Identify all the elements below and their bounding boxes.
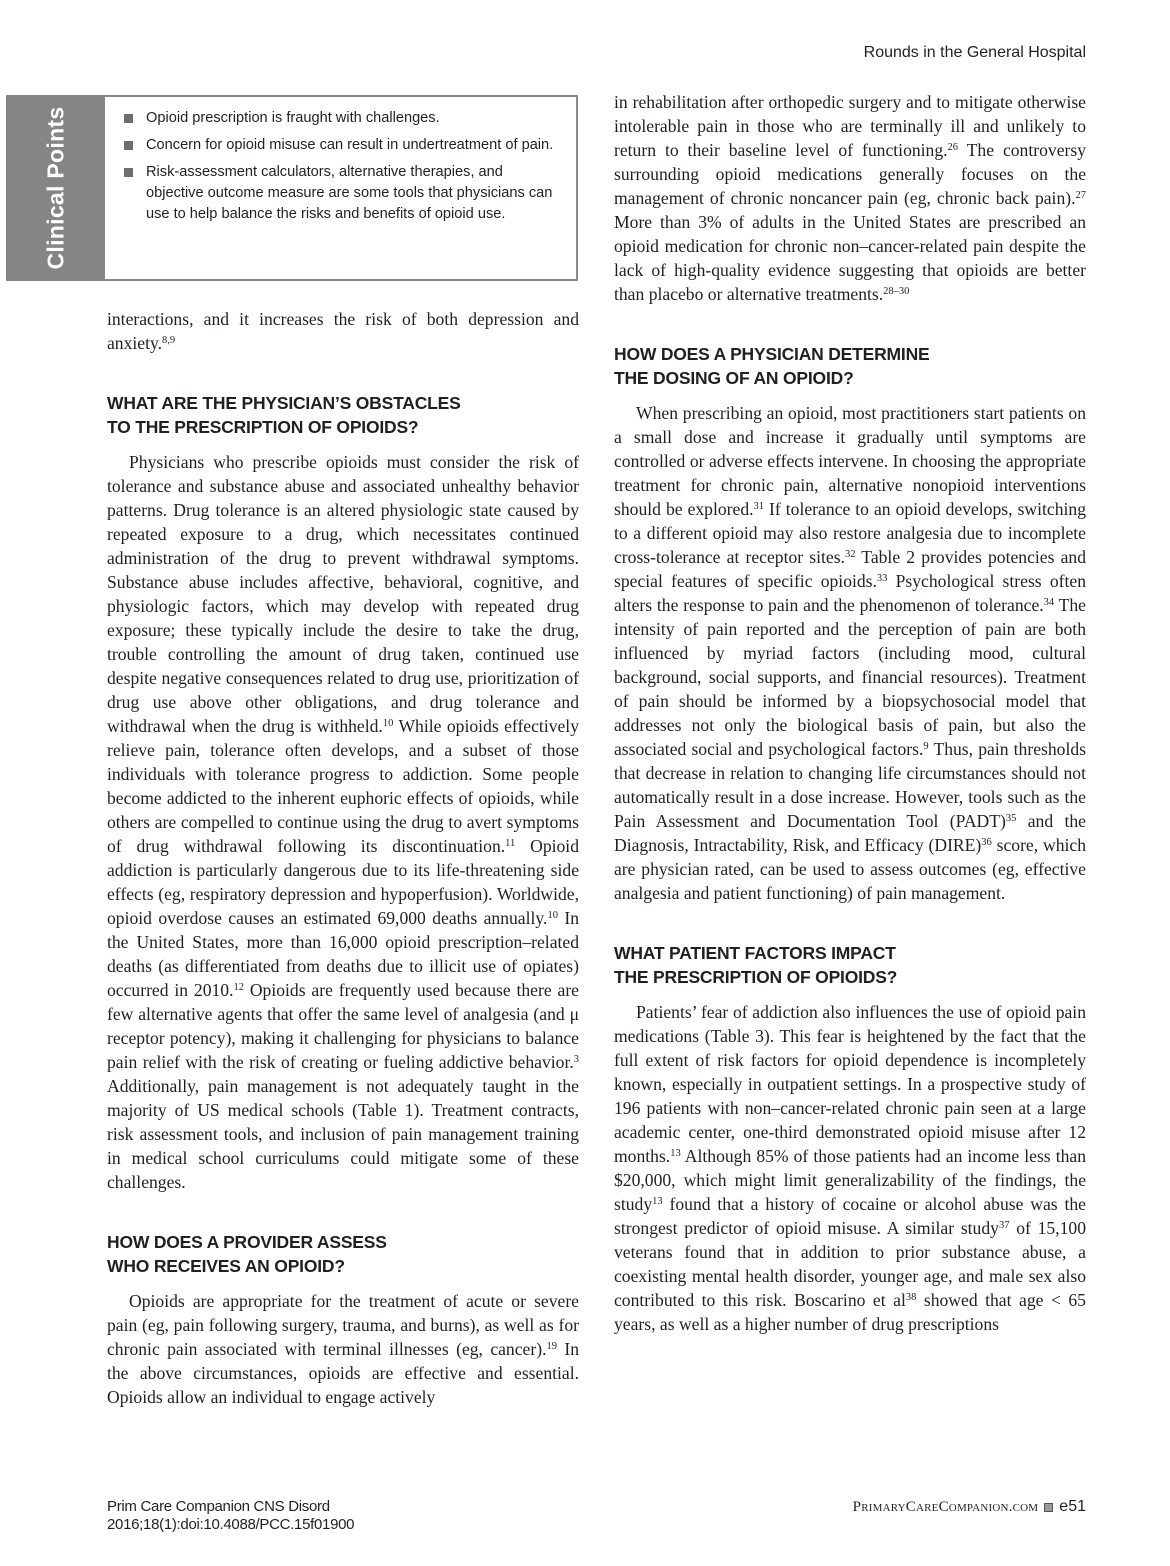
paragraph xyxy=(107,450,579,1194)
citation: 34 xyxy=(1043,597,1055,608)
citation: 8,9 xyxy=(162,335,176,346)
text-run: Psychological stress often alters the response to pain and the phenomenon of tolerance. xyxy=(614,571,1086,615)
section-heading xyxy=(614,941,1086,989)
square-bullet-icon xyxy=(124,114,133,123)
running-head: Rounds in the General Hospital xyxy=(863,44,1086,61)
heading-line: THE PRESCRIPTION OF OPIOIDS? xyxy=(614,967,898,987)
footer-page-info xyxy=(853,1498,1086,1516)
text-run: score, which are physician rated, can be used to assess outcomes (eg, effective analgesia and patient functioning) of pain management. xyxy=(614,835,1086,903)
heading-line: TO THE PRESCRIPTION OF OPIOIDS? xyxy=(107,417,419,437)
text-run: interactions, and it increases the risk of both depression and anxiety. xyxy=(107,309,579,353)
section-heading xyxy=(614,342,1086,390)
citation: 27 xyxy=(1075,190,1086,201)
citation: 33 xyxy=(876,573,888,584)
text-run: and the Diagnosis, Intractability, Risk, and Efficacy (DIRE) xyxy=(614,811,1086,855)
citation: 19 xyxy=(546,1341,557,1352)
text-run: If tolerance to an opioid develops, switching to a different opioid may also restore analgesia due to incomplete cross-tolerance at receptor sites. xyxy=(614,499,1086,567)
text-run: More than 3% of adults in the United States are prescribed an opioid medication for chronic non–cancer-related pain despite the lack of high-quality evidence suggesting that opioids are better than placebo or alternative treatments. xyxy=(614,212,1086,304)
heading-line: HOW DOES A PROVIDER ASSESS xyxy=(107,1232,387,1252)
paragraph xyxy=(107,307,579,355)
clinical-points-list xyxy=(124,108,564,231)
citation: 31 xyxy=(753,501,765,512)
heading-line: WHAT ARE THE PHYSICIAN’S OBSTACLES xyxy=(107,393,461,413)
text-run: Patients’ fear of addiction also influences the use of opioid pain medications (Table 3). This fear is heightened by the fact that the full extent of risk factors for opioid dependence is incompletely known, especially in outpatient settings. In a prospective study of 196 patients with non–cancer-related chronic pain seen at a large academic center, one-third demonstrated opioid misuse after 12 months. xyxy=(614,1002,1086,1166)
clinical-point xyxy=(124,135,564,156)
right-column xyxy=(614,90,1086,1336)
heading-line: WHO RECEIVES AN OPIOID? xyxy=(107,1256,345,1276)
text-run: Opioids are frequently used because there are few alternative agents that offer the same level of analgesia (and μ receptor potency), making it challenging for physicians to balance pain relief with the risk of creating or fueling addictive behavior. xyxy=(107,980,579,1072)
citation: 12 xyxy=(233,982,244,993)
paragraph xyxy=(614,1000,1086,1336)
citation: 37 xyxy=(998,1220,1010,1231)
clinical-point-text: Concern for opioid misuse can result in undertreatment of pain. xyxy=(146,137,554,153)
text-run: Additionally, pain management is not adequately taught in the majority of US medical schools (Table 1). Treatment contracts, risk assessment tools, and inclusion of pain management training in medical school curriculums could mitigate some of these challenges. xyxy=(107,1076,579,1192)
text-run: While opioids effectively relieve pain, tolerance often develops, and a subset of those individuals with tolerance progress to addiction. Some people become addicted to the inherent euphoric effects of opioids, while others are compelled to continue using the drug to avert symptoms of drug withdrawal following its discontinuation. xyxy=(107,716,579,856)
clinical-point-text: Risk-assessment calculators, alternative therapies, and objective outcome measure are some tools that physicians can use to help balance the risks and benefits of opioid use. xyxy=(146,164,553,222)
text-run: of 15,100 veterans found that in addition to prior substance abuse, a coexisting mental health disorder, younger age, and male sex also contributed to this risk. Boscarino et al xyxy=(614,1218,1086,1310)
citation: 36 xyxy=(981,837,992,848)
citation: 26 xyxy=(947,142,959,153)
clinical-point xyxy=(124,108,564,129)
clinical-point xyxy=(124,162,564,225)
text-run: In the above circumstances, opioids are effective and essential. Opioids allow an individual to engage actively xyxy=(107,1339,579,1407)
text-run: In the United States, more than 16,000 opioid prescription–related deaths (as differentiated from deaths due to illicit use of opiates) occurred in 2010. xyxy=(107,908,579,1000)
citation: 13 xyxy=(670,1148,681,1159)
section-heading xyxy=(107,1230,579,1278)
citation: 10 xyxy=(547,910,558,921)
text-run: When prescribing an opioid, most practitioners start patients on a small dose and increase it gradually until symptoms are controlled or adverse effects intervene. In choosing the appropriate treatment for chronic pain, alternative nonopioid interventions should be explored. xyxy=(614,403,1086,519)
footer-citation xyxy=(107,1498,354,1534)
citation: 13 xyxy=(652,1196,663,1207)
section-heading xyxy=(107,391,579,439)
text-run: found that a history of cocaine or alcohol abuse was the strongest predictor of opioid misuse. A similar study xyxy=(614,1194,1086,1238)
text-run: Opioid addiction is particularly dangerous due to its life-threatening side effects (eg, respiratory depression and hypoperfusion). Worldwide, opioid overdose causes an estimated 69,000 deaths annually. xyxy=(107,836,579,928)
page-number: e51 xyxy=(1059,1498,1086,1515)
clinical-points-tab xyxy=(6,95,105,281)
citation: 3 xyxy=(573,1054,579,1065)
text-run: The controversy surrounding opioid medications generally focuses on the management of chronic noncancer pain (eg, chronic back pain). xyxy=(614,140,1087,208)
square-bullet-icon xyxy=(124,168,133,177)
square-bullet-icon xyxy=(124,141,133,150)
heading-line: THE DOSING OF AN OPIOID? xyxy=(614,368,854,388)
citation: 32 xyxy=(844,549,856,560)
text-run: Table 2 provides potencies and special features of specific opioids. xyxy=(614,547,1086,591)
text-run: Although 85% of those patients had an income less than $20,000, which might limit generalizability of the findings, the study xyxy=(614,1146,1086,1214)
citation: 28–30 xyxy=(883,286,910,297)
citation: 9 xyxy=(923,741,929,752)
paragraph xyxy=(614,401,1086,905)
citation: 38 xyxy=(905,1292,917,1303)
text-run: in rehabilitation after orthopedic surgery and to mitigate otherwise intolerable pain in those who are terminally ill and unlikely to return to their baseline level of functioning. xyxy=(614,92,1086,160)
heading-line: HOW DOES A PHYSICIAN DETERMINE xyxy=(614,344,930,364)
left-column xyxy=(107,307,579,1409)
citation: 10 xyxy=(382,718,394,729)
heading-line: WHAT PATIENT FACTORS IMPACT xyxy=(614,943,896,963)
journal-name: Prim Care Companion CNS Disord xyxy=(107,1498,330,1515)
text-run: The intensity of pain reported and the perception of pain are both influenced by myriad factors (including mood, cultural background, social supports, and financial resources). Treatment of pain should be informed by a biopsychosocial model that addresses not only the biological basis of pain, but also the associated social and psychological factors. xyxy=(614,595,1086,759)
citation: 35 xyxy=(1005,813,1017,824)
clinical-point-text: Opioid prescription is fraught with challenges. xyxy=(146,110,440,126)
text-run: showed that age < 65 years, as well as a higher number of drug prescriptions xyxy=(614,1290,1086,1334)
citation: 11 xyxy=(505,838,516,849)
paragraph xyxy=(107,1289,579,1409)
text-run: Physicians who prescribe opioids must consider the risk of tolerance and substance abuse and associated unhealthy behavior patterns. Drug tolerance is an altered physiologic state caused by repeated exposure to a drug, which necessitates continued administration of the drug to prevent withdrawal symptoms. Substance abuse includes affective, behavioral, cognitive, and physiologic factors, which may develop with repeated drug exposure; these typically include the desire to take the drug, trouble controlling the amount of drug taken, continued use despite negative consequences related to drug use, prioritization of drug use above other obligations, and drug tolerance and withdrawal when the drug is withheld. xyxy=(107,452,579,736)
doi-citation: 2016;18(1):doi:10.4088/PCC.15f01900 xyxy=(107,1516,355,1533)
clinical-points-label: Clinical Points xyxy=(42,106,68,270)
paragraph xyxy=(614,90,1086,306)
website-link[interactable]: PrimaryCareCompanion.com xyxy=(852,1498,1039,1515)
text-run: Thus, pain thresholds that decrease in relation to changing life circumstances should not automatically result in a dose increase. However, tools such as the Pain Assessment and Documentation Tool (PADT) xyxy=(614,739,1086,831)
text-run: Opioids are appropriate for the treatment of acute or severe pain (eg, pain following surgery, trauma, and burns), as well as for chronic pain associated with terminal illnesses (eg, cancer). xyxy=(107,1291,579,1359)
square-separator-icon xyxy=(1044,1503,1053,1512)
